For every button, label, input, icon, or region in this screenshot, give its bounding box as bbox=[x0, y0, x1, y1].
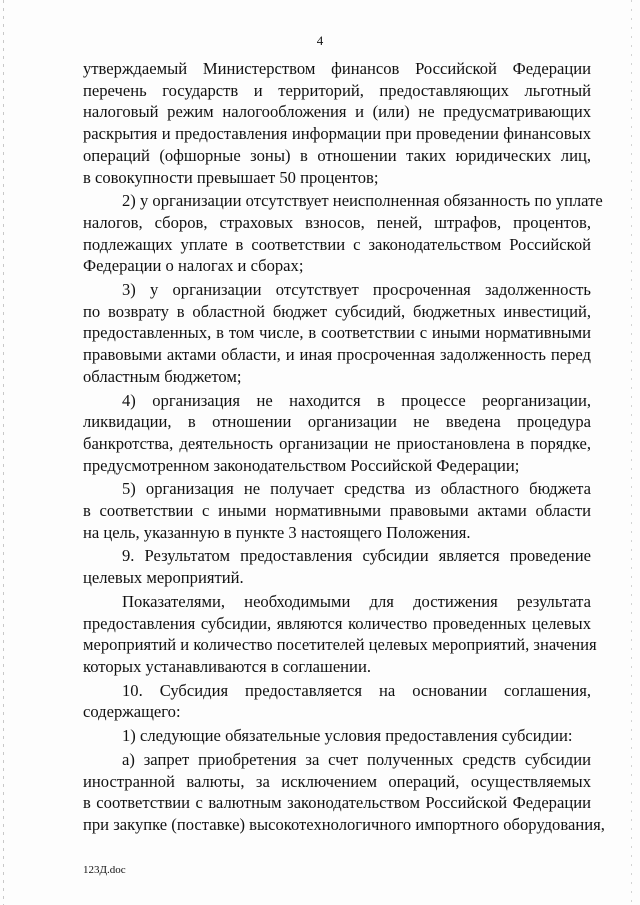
scan-edge-left bbox=[3, 0, 4, 905]
paragraph-line: а) запрет приобретения за счет полученных средств субсидии bbox=[122, 749, 591, 769]
paragraph-line: областным бюджетом; bbox=[83, 366, 242, 386]
paragraph-line: 1) следующие обязательные условия предоставления субсидии: bbox=[122, 726, 573, 746]
paragraph-line: налоговый режим налогообложения и (или) не предусматривающих bbox=[83, 102, 591, 122]
paragraph-line: по возврату в областной бюджет субсидий, бюджетных инвестиций, bbox=[83, 301, 591, 321]
paragraph bbox=[83, 545, 591, 588]
paragraph bbox=[83, 591, 597, 678]
paragraph bbox=[83, 190, 603, 277]
paragraph-line: утверждаемый Министерством финансов Российской Федерации bbox=[83, 59, 591, 78]
paragraph bbox=[83, 58, 591, 188]
paragraph-line: на цель, указанную в пункте 3 настоящего Положения. bbox=[83, 522, 471, 542]
paragraph-line: иностранной валюты, за исключением операций, осуществляемых bbox=[83, 771, 591, 791]
paragraph-line: правовыми актами области, и иная просроченная задолженность перед bbox=[83, 345, 591, 365]
paragraph-line: перечень государств и территорий, предоставляющих льготный bbox=[83, 80, 591, 100]
paragraph bbox=[83, 725, 591, 747]
paragraph bbox=[83, 478, 591, 543]
paragraph-line: операций (офшорные зоны) в отношении таких юридических лиц, bbox=[83, 145, 591, 165]
page-number: 4 bbox=[316, 33, 324, 48]
paragraph-line: 2) у организации отсутствует неисполненная обязанность по уплате bbox=[122, 191, 603, 211]
paragraph bbox=[83, 390, 591, 477]
document-body bbox=[83, 58, 605, 836]
paragraph-line: 5) организация не получает средства из областного бюджета bbox=[122, 479, 591, 499]
paragraph-line: в совокупности превышает 50 процентов; bbox=[83, 167, 379, 187]
file-name-footer: 123Д.doc bbox=[83, 864, 126, 876]
paragraph-line: 3) у организации отсутствует просроченная задолженность bbox=[122, 280, 591, 300]
paragraph-line: предоставленных, в том числе, в соответствии с иными нормативными bbox=[83, 323, 591, 343]
paragraph-line: 9. Результатом предоставления субсидии является проведение bbox=[122, 546, 591, 566]
paragraph-line: целевых мероприятий. bbox=[83, 568, 244, 588]
scan-edge-right bbox=[631, 0, 632, 905]
paragraph-line: предоставления субсидии, являются количество проведенных целевых bbox=[83, 613, 591, 633]
paragraph-line: подлежащих уплате в соответствии с законодательством Российской bbox=[83, 234, 591, 254]
paragraph-line: Федерации о налогах и сборах; bbox=[83, 256, 304, 276]
paragraph bbox=[83, 680, 591, 723]
paragraph bbox=[83, 279, 591, 388]
paragraph-line: при закупке (поставке) высокотехнологичного импортного оборудования, bbox=[83, 814, 605, 834]
paragraph-line: ликвидации, в отношении организации не введена процедура bbox=[83, 412, 591, 432]
paragraph-line: 10. Субсидия предоставляется на основании соглашения, bbox=[122, 680, 591, 700]
paragraph-line: содержащего: bbox=[83, 702, 181, 722]
paragraph-line: банкротства, деятельность организации не приостановлена в порядке, bbox=[83, 433, 591, 453]
paragraph-line: 4) организация не находится в процессе реорганизации, bbox=[122, 390, 591, 410]
paragraph bbox=[83, 749, 605, 836]
paragraph-line: в соответствии с иными нормативными правовыми актами области bbox=[83, 501, 591, 521]
paragraph-line: которых устанавливаются в соглашении. bbox=[83, 656, 371, 676]
paragraph-line: Показателями, необходимыми для достижения результата bbox=[122, 591, 591, 611]
paragraph-line: раскрытия и предоставления информации при проведении финансовых bbox=[83, 124, 591, 144]
paragraph-line: налогов, сборов, страховых взносов, пеней, штрафов, процентов, bbox=[83, 212, 591, 232]
paragraph-line: предусмотренном законодательством Российской Федерации; bbox=[83, 455, 520, 475]
paragraph-line: в соответствии с валютным законодательством Российской Федерации bbox=[83, 793, 591, 813]
paragraph-line: мероприятий и количество посетителей целевых мероприятий, значения bbox=[83, 635, 597, 655]
